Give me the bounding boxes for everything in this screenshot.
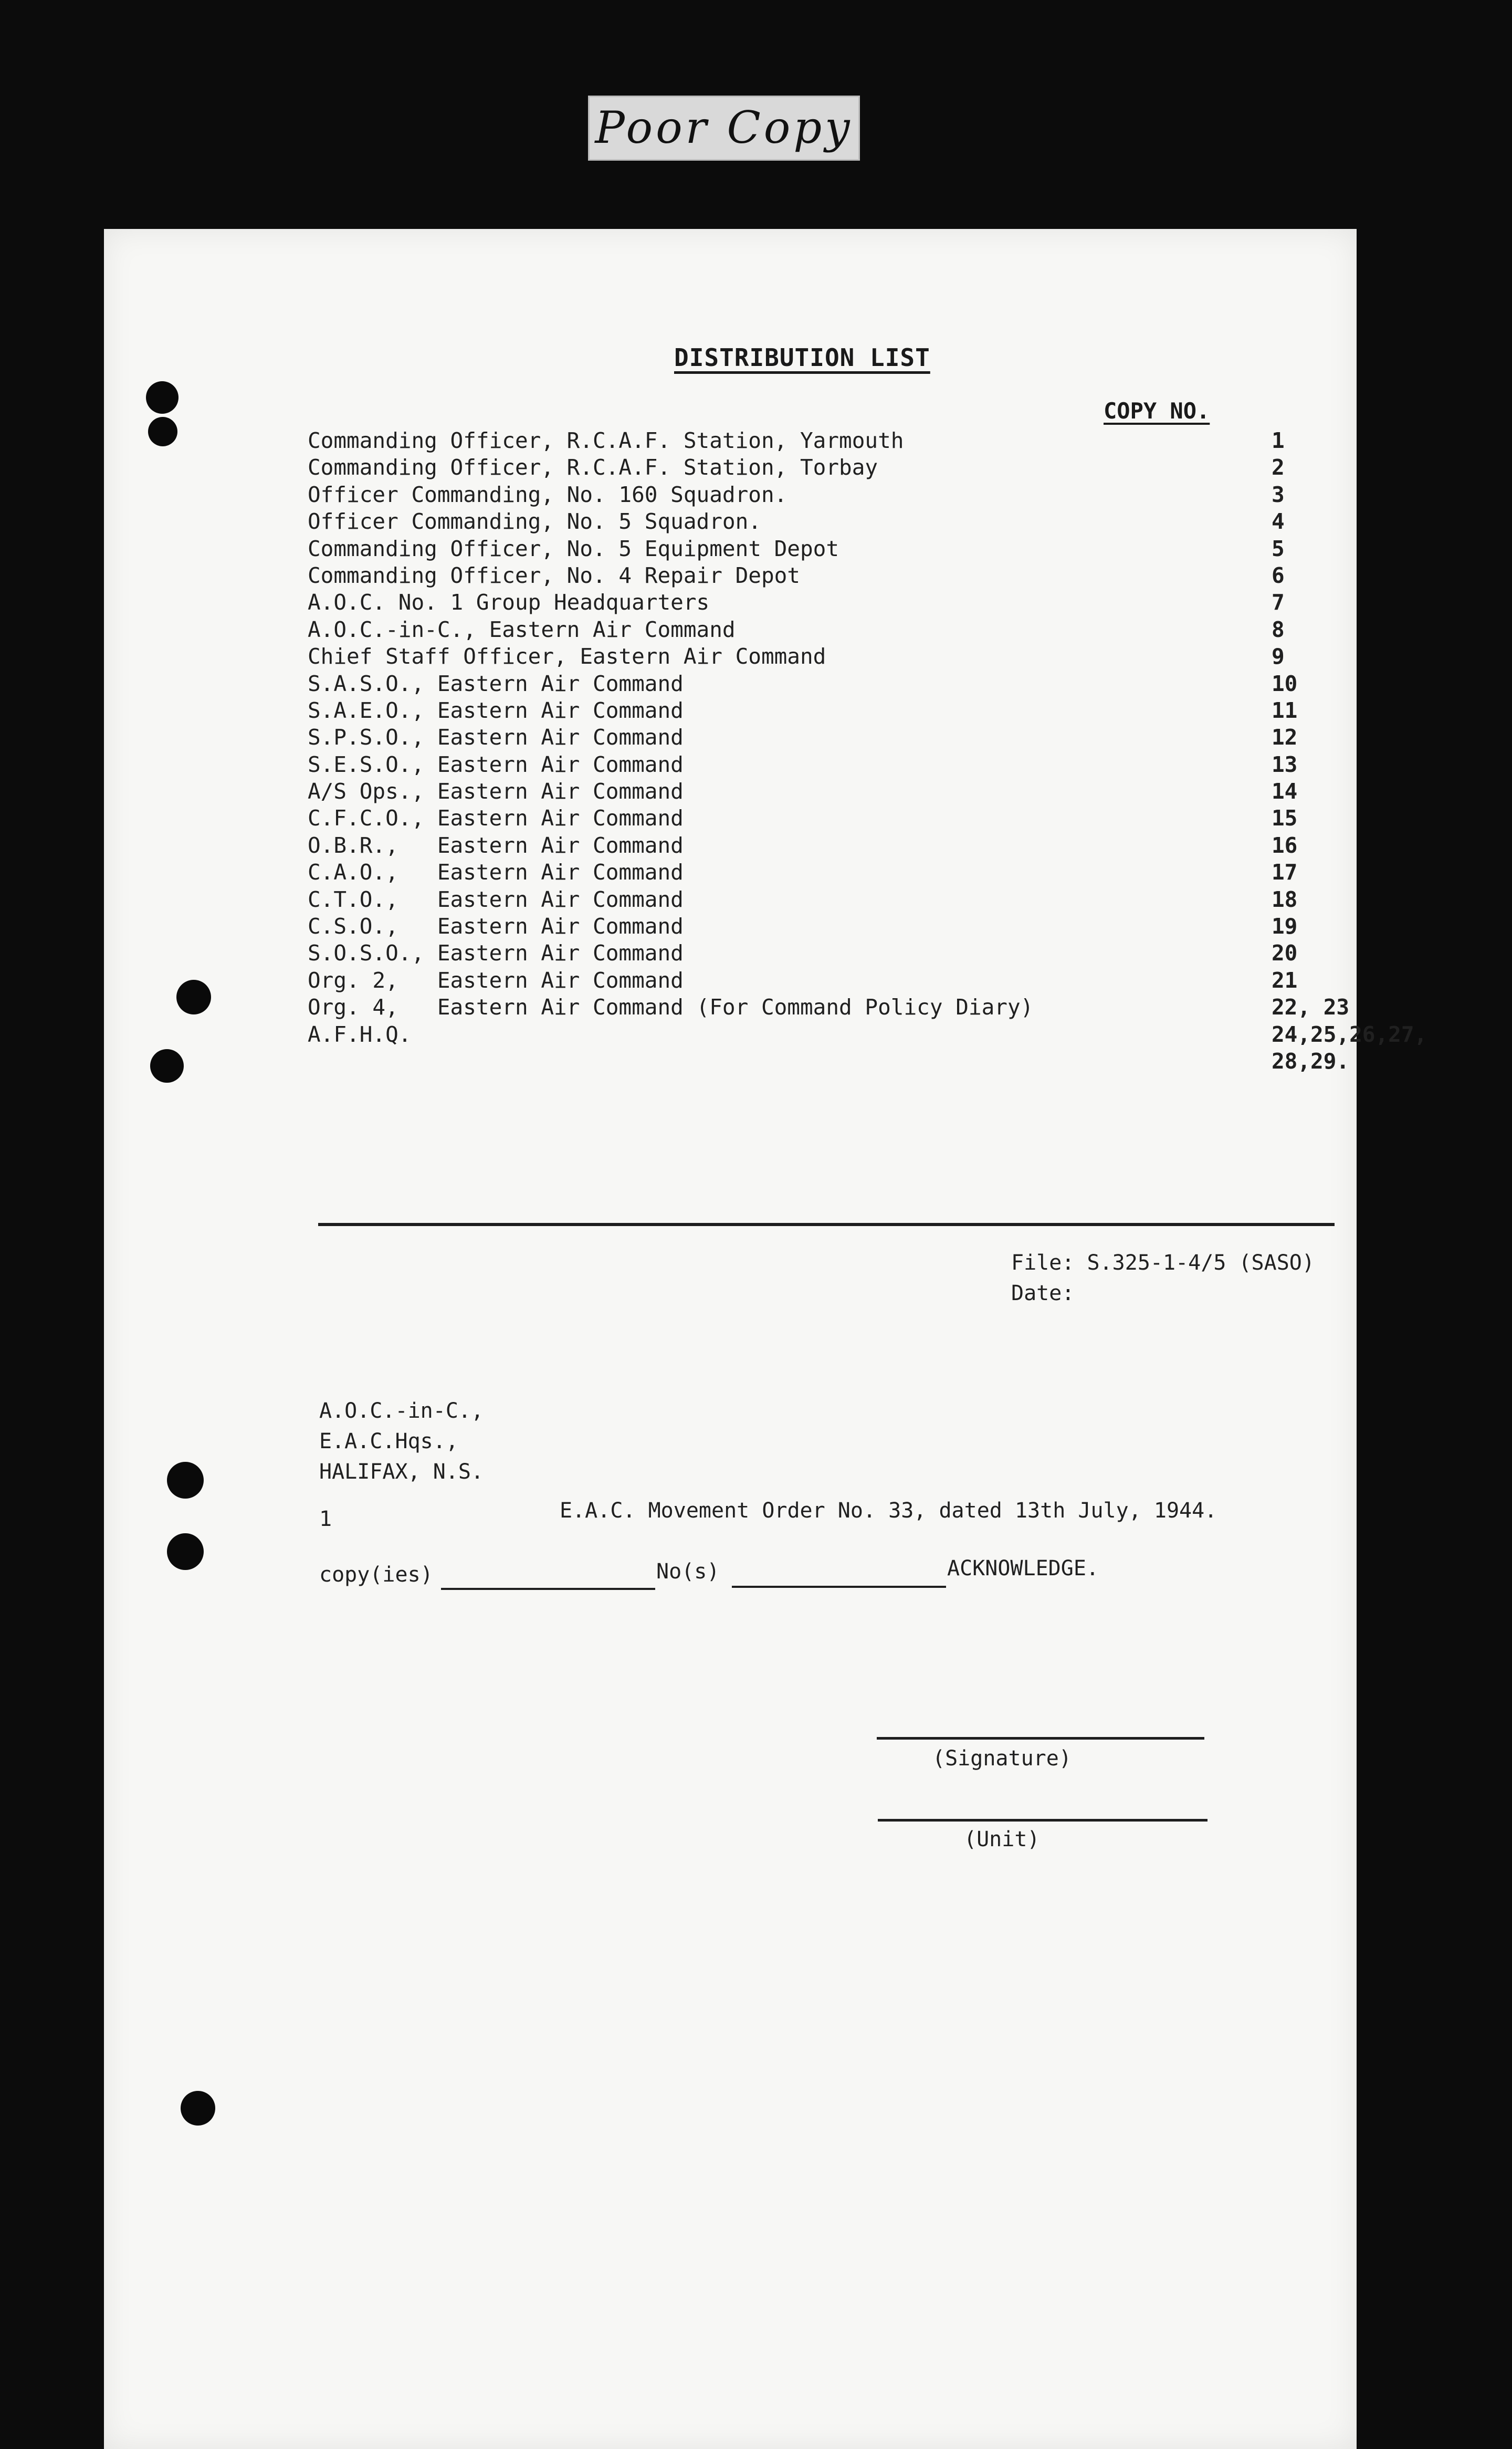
copy-number: 20 [1272, 940, 1298, 966]
addressee: Commanding Officer, R.C.A.F. Station, Yarmouth [308, 428, 904, 453]
addressee: S.A.E.O., Eastern Air Command [308, 697, 684, 723]
ack-subject: E.A.C. Movement Order No. 33, dated 13th July, 1944. [560, 1499, 1217, 1523]
list-item [308, 886, 1331, 913]
copy-number: 4 [1272, 509, 1285, 535]
binder-hole [167, 1462, 204, 1499]
copy-number: 12 [1272, 725, 1298, 750]
addressee: Commanding Officer, R.C.A.F. Station, Torbay [308, 455, 878, 480]
copies-blank [441, 1588, 655, 1590]
signature-label: (Signature) [932, 1746, 1072, 1771]
list-item [308, 859, 1331, 886]
copy-number: 13 [1272, 751, 1298, 777]
copy-number: 10 [1272, 671, 1298, 696]
archive-label-tag: Poor Copy [588, 96, 860, 161]
list-item [308, 697, 1331, 724]
unit-label: (Unit) [964, 1827, 1040, 1851]
binder-hole [176, 980, 211, 1014]
copy-number: 3 [1272, 482, 1285, 507]
list-item [308, 536, 1331, 562]
binder-hole [181, 2091, 215, 2126]
address-line: HALIFAX, N.S. [319, 1460, 484, 1484]
return-address [319, 1396, 484, 1487]
ack-acknowledge: ACKNOWLEDGE. [947, 1556, 1099, 1581]
addressee: Chief Staff Officer, Eastern Air Command [308, 644, 826, 669]
list-item [308, 724, 1331, 751]
addressee: Officer Commanding, No. 5 Squadron. [308, 509, 761, 535]
ack-count: 1 [319, 1507, 332, 1531]
signature-line [877, 1737, 1204, 1740]
copy-number: 1 [1272, 428, 1285, 453]
addressee: Org. 4, Eastern Air Command (For Command Policy Diary) [308, 995, 1034, 1020]
copy-number: 17 [1272, 860, 1298, 885]
addressee: O.B.R., Eastern Air Command [308, 832, 684, 858]
horizontal-rule [318, 1223, 1335, 1226]
list-item [308, 616, 1331, 643]
list-item [308, 643, 1331, 670]
file-number: File: S.325-1-4/5 (SASO) [1011, 1251, 1315, 1275]
copy-number: 7 [1272, 590, 1285, 615]
addressee: A.O.C.-in-C., Eastern Air Command [308, 616, 736, 642]
address-line: A.O.C.-in-C., [319, 1399, 484, 1423]
list-item [308, 940, 1331, 967]
addressee: S.E.S.O., Eastern Air Command [308, 751, 684, 777]
list-item [308, 427, 1331, 454]
copy-number: 5 [1272, 536, 1285, 561]
document-page [104, 229, 1427, 2449]
addressee: Commanding Officer, No. 5 Equipment Depot [308, 536, 839, 561]
binder-hole [148, 417, 177, 446]
list-item [308, 589, 1331, 616]
copy-number: 9 [1272, 644, 1285, 669]
list-item [308, 994, 1350, 1021]
addressee: C.F.C.O., Eastern Air Command [308, 805, 684, 831]
document-title: DISTRIBUTION LIST [674, 343, 930, 372]
addressee: C.T.O., Eastern Air Command [308, 886, 684, 912]
copy-number: 19 [1272, 914, 1298, 939]
list-item [308, 1021, 1427, 1048]
addressee: S.O.S.O., Eastern Air Command [308, 940, 684, 966]
date-label: Date: [1011, 1281, 1075, 1305]
copy-number: 21 [1272, 967, 1298, 993]
addressee: S.A.S.O., Eastern Air Command [308, 671, 684, 696]
addressee: C.A.O., Eastern Air Command [308, 860, 684, 885]
list-item [308, 671, 1331, 697]
list-item [308, 482, 1331, 508]
list-item [308, 562, 1331, 589]
file-reference [1011, 1248, 1315, 1309]
copy-number: 28,29. [1272, 1048, 1350, 1074]
list-item [308, 967, 1331, 994]
binder-hole [167, 1533, 204, 1570]
unit-line [878, 1819, 1208, 1822]
distribution-list [308, 427, 1427, 1075]
copy-number: 16 [1272, 832, 1298, 858]
addressee: C.S.O., Eastern Air Command [308, 914, 684, 939]
binder-hole [150, 1049, 184, 1083]
copy-number: 2 [1272, 455, 1285, 480]
list-item [308, 454, 1331, 481]
addressee: Org. 2, Eastern Air Command [308, 967, 684, 993]
copy-number: 11 [1272, 697, 1298, 723]
copy-number-header: COPY NO. [1104, 398, 1210, 424]
binder-hole [146, 381, 178, 414]
copy-number: 6 [1272, 562, 1285, 588]
list-item [308, 913, 1331, 940]
copy-number: 22, 23 [1272, 995, 1350, 1020]
ack-nos-label: No(s) [656, 1560, 720, 1584]
addressee: A.F.H.Q. [308, 1021, 412, 1047]
addressee: Officer Commanding, No. 160 Squadron. [308, 482, 788, 507]
list-item [308, 1048, 1350, 1075]
copy-number: 8 [1272, 616, 1285, 642]
list-item [308, 832, 1331, 859]
list-item [308, 805, 1331, 832]
addressee: A.O.C. No. 1 Group Headquarters [308, 590, 710, 615]
ack-copies-label: copy(ies) [319, 1563, 433, 1587]
copy-number: 18 [1272, 886, 1298, 912]
list-item [308, 508, 1331, 535]
copy-number: 24,25,26,27, [1272, 1021, 1427, 1047]
address-line: E.A.C.Hqs., [319, 1429, 458, 1453]
numbers-blank [732, 1586, 946, 1588]
copy-number: 14 [1272, 779, 1298, 804]
list-item [308, 778, 1331, 805]
addressee: Commanding Officer, No. 4 Repair Depot [308, 562, 800, 588]
addressee: S.P.S.O., Eastern Air Command [308, 725, 684, 750]
copy-number: 15 [1272, 805, 1298, 831]
list-item [308, 751, 1331, 778]
addressee: A/S Ops., Eastern Air Command [308, 779, 684, 804]
